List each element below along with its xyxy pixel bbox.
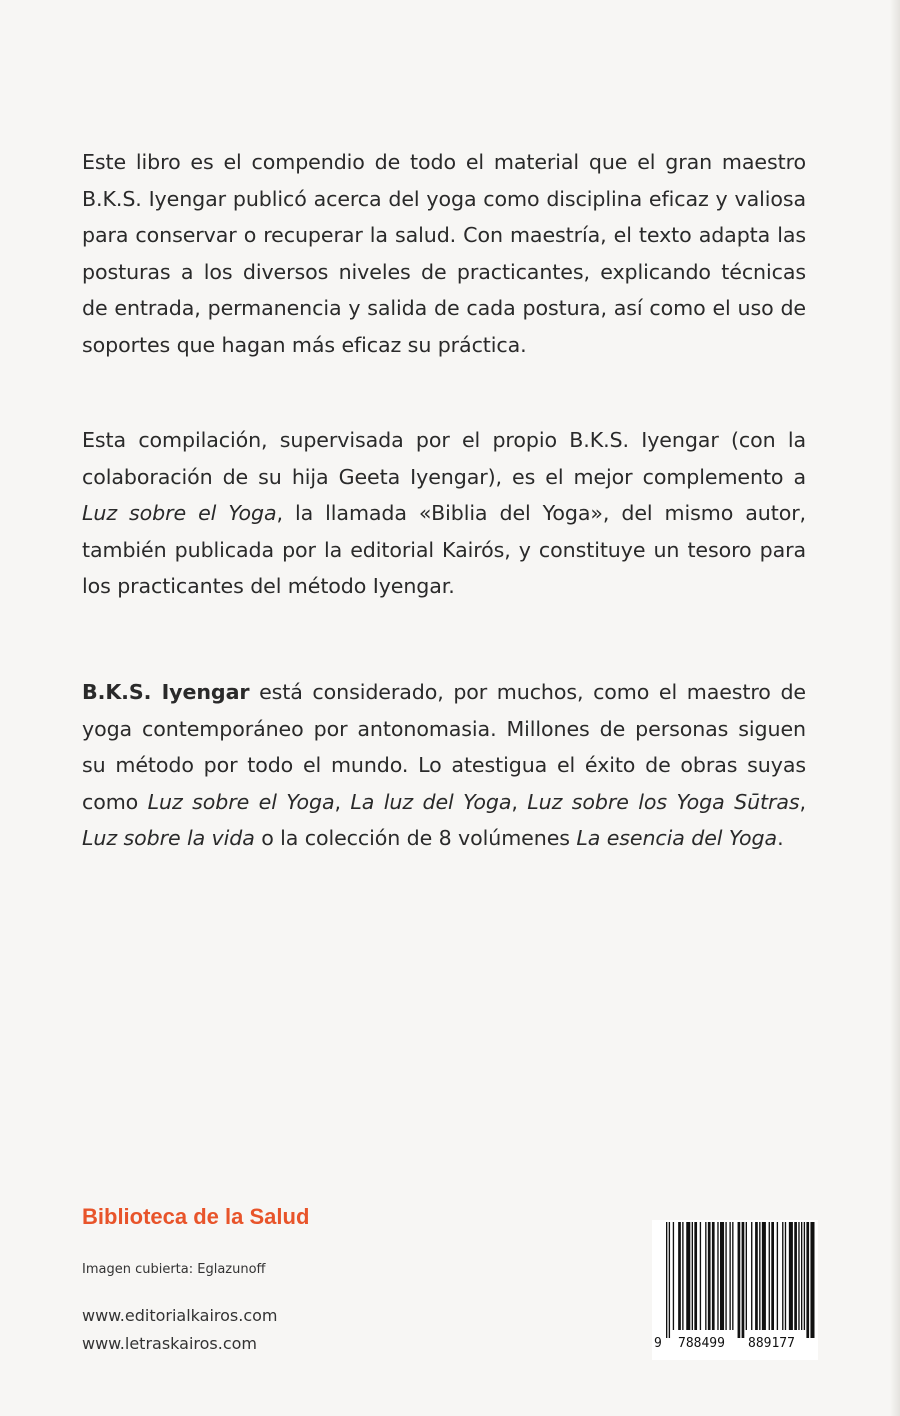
barcode-bar [755, 1222, 758, 1330]
barcode-bar [742, 1222, 745, 1338]
barcode-bar [804, 1222, 805, 1330]
bio-work-4: Luz sobre la vida [82, 826, 255, 851]
barcode-bar [746, 1222, 747, 1330]
barcode-bar [717, 1222, 718, 1330]
barcode-bar [789, 1222, 793, 1330]
barcode-bar [692, 1222, 693, 1330]
barcode-bar [669, 1222, 670, 1338]
p2-text-a: Esta compilación, supervisada por el propio B.K.S. Iyengar (con la colaboración de su hija Geeta Iyengar), es el mejor complemento a [82, 428, 806, 489]
bio-text-a: está considerado, por muchos, como el maestro de yoga contemporáneo por antonomasia. Millones de personas siguen su método por todo el mundo. Lo atestigua el éxito de obras suyas como [82, 680, 806, 814]
barcode-bar [732, 1222, 733, 1330]
bio-work-2: La luz del Yoga [350, 789, 512, 814]
isbn-barcode [652, 1220, 818, 1360]
barcode-bar [751, 1222, 752, 1330]
bio-work-1: Luz sobre el Yoga [147, 789, 335, 814]
barcode-bar [700, 1222, 701, 1330]
p2-book-title: Luz sobre el Yoga [82, 501, 277, 526]
isbn-digits-left: 788499 [678, 1336, 725, 1351]
barcode-bar [708, 1222, 711, 1330]
barcode-bar [682, 1222, 683, 1330]
page-edge [890, 0, 900, 1416]
barcode-bar [794, 1222, 797, 1330]
barcode-bar [798, 1222, 799, 1330]
bio-sep-5: . [777, 826, 784, 851]
bio-work-3: Luz sobre los Yoga Sūtras [527, 789, 800, 814]
barcode-bar [729, 1222, 730, 1330]
barcode-bar [806, 1222, 809, 1338]
barcode-bar [785, 1222, 786, 1330]
barcode-bar [725, 1222, 726, 1330]
barcode-bar [771, 1222, 774, 1330]
description-paragraph-2 [82, 422, 806, 605]
bio-sep-4: o la colección de 8 volúmenes [254, 826, 577, 851]
barcode-bar [678, 1222, 681, 1330]
barcode-bar [759, 1222, 760, 1330]
barcode-bar [769, 1222, 770, 1330]
barcode-bar [777, 1222, 778, 1330]
barcode-bar [705, 1222, 706, 1330]
collection-name: Biblioteca de la Salud [82, 1204, 310, 1229]
bio-work-5: La esencia del Yoga [576, 826, 778, 851]
barcode-bar [686, 1222, 690, 1330]
cover-credit: Imagen cubierta: Eglazunoff [82, 1262, 266, 1277]
isbn-digits-right: 889177 [748, 1336, 795, 1351]
description-paragraph-1: Este libro es el compendio de todo el material que el gran maestro B.K.S. Iyengar publicó acerca del yoga como disciplina eficaz y valiosa para conservar o recuperar la salud. Con maestría, el texto adapta las posturas a los diversos niveles de practicantes, explicando técnicas de entrada, permanencia y salida de cada postura, así como el uso de soportes que hagan más eficaz su práctica. [82, 150, 806, 357]
website-link-letras[interactable]: www.letraskairos.com [82, 1334, 257, 1353]
bio-sep-1: , [334, 789, 351, 814]
author-bio [82, 674, 806, 857]
isbn-digit-prefix: 9 [654, 1336, 662, 1351]
barcode-bar [782, 1222, 783, 1330]
barcode-bar [810, 1222, 814, 1338]
isbn-digits [652, 1336, 818, 1356]
barcode-bar [694, 1222, 697, 1330]
barcode-bar [720, 1222, 724, 1330]
website-link-editorial[interactable]: www.editorialkairos.com [82, 1306, 278, 1325]
barcode-bar [738, 1222, 741, 1338]
barcode-bar [673, 1222, 674, 1330]
bio-sep-3: , [799, 789, 806, 814]
barcode-bar [801, 1222, 802, 1330]
barcode-bar [762, 1222, 766, 1330]
barcode-bar [712, 1222, 715, 1330]
barcode-bar [666, 1222, 667, 1338]
bio-sep-2: , [511, 789, 528, 814]
barcode-bars [652, 1220, 818, 1338]
p2-text-b: , la llamada «Biblia del Yoga», del mismo autor, también publicada por la editorial Kairós, y constituye un tesoro para los practicantes del método Iyengar. [82, 501, 807, 599]
author-name: B.K.S. Iyengar [82, 680, 250, 704]
